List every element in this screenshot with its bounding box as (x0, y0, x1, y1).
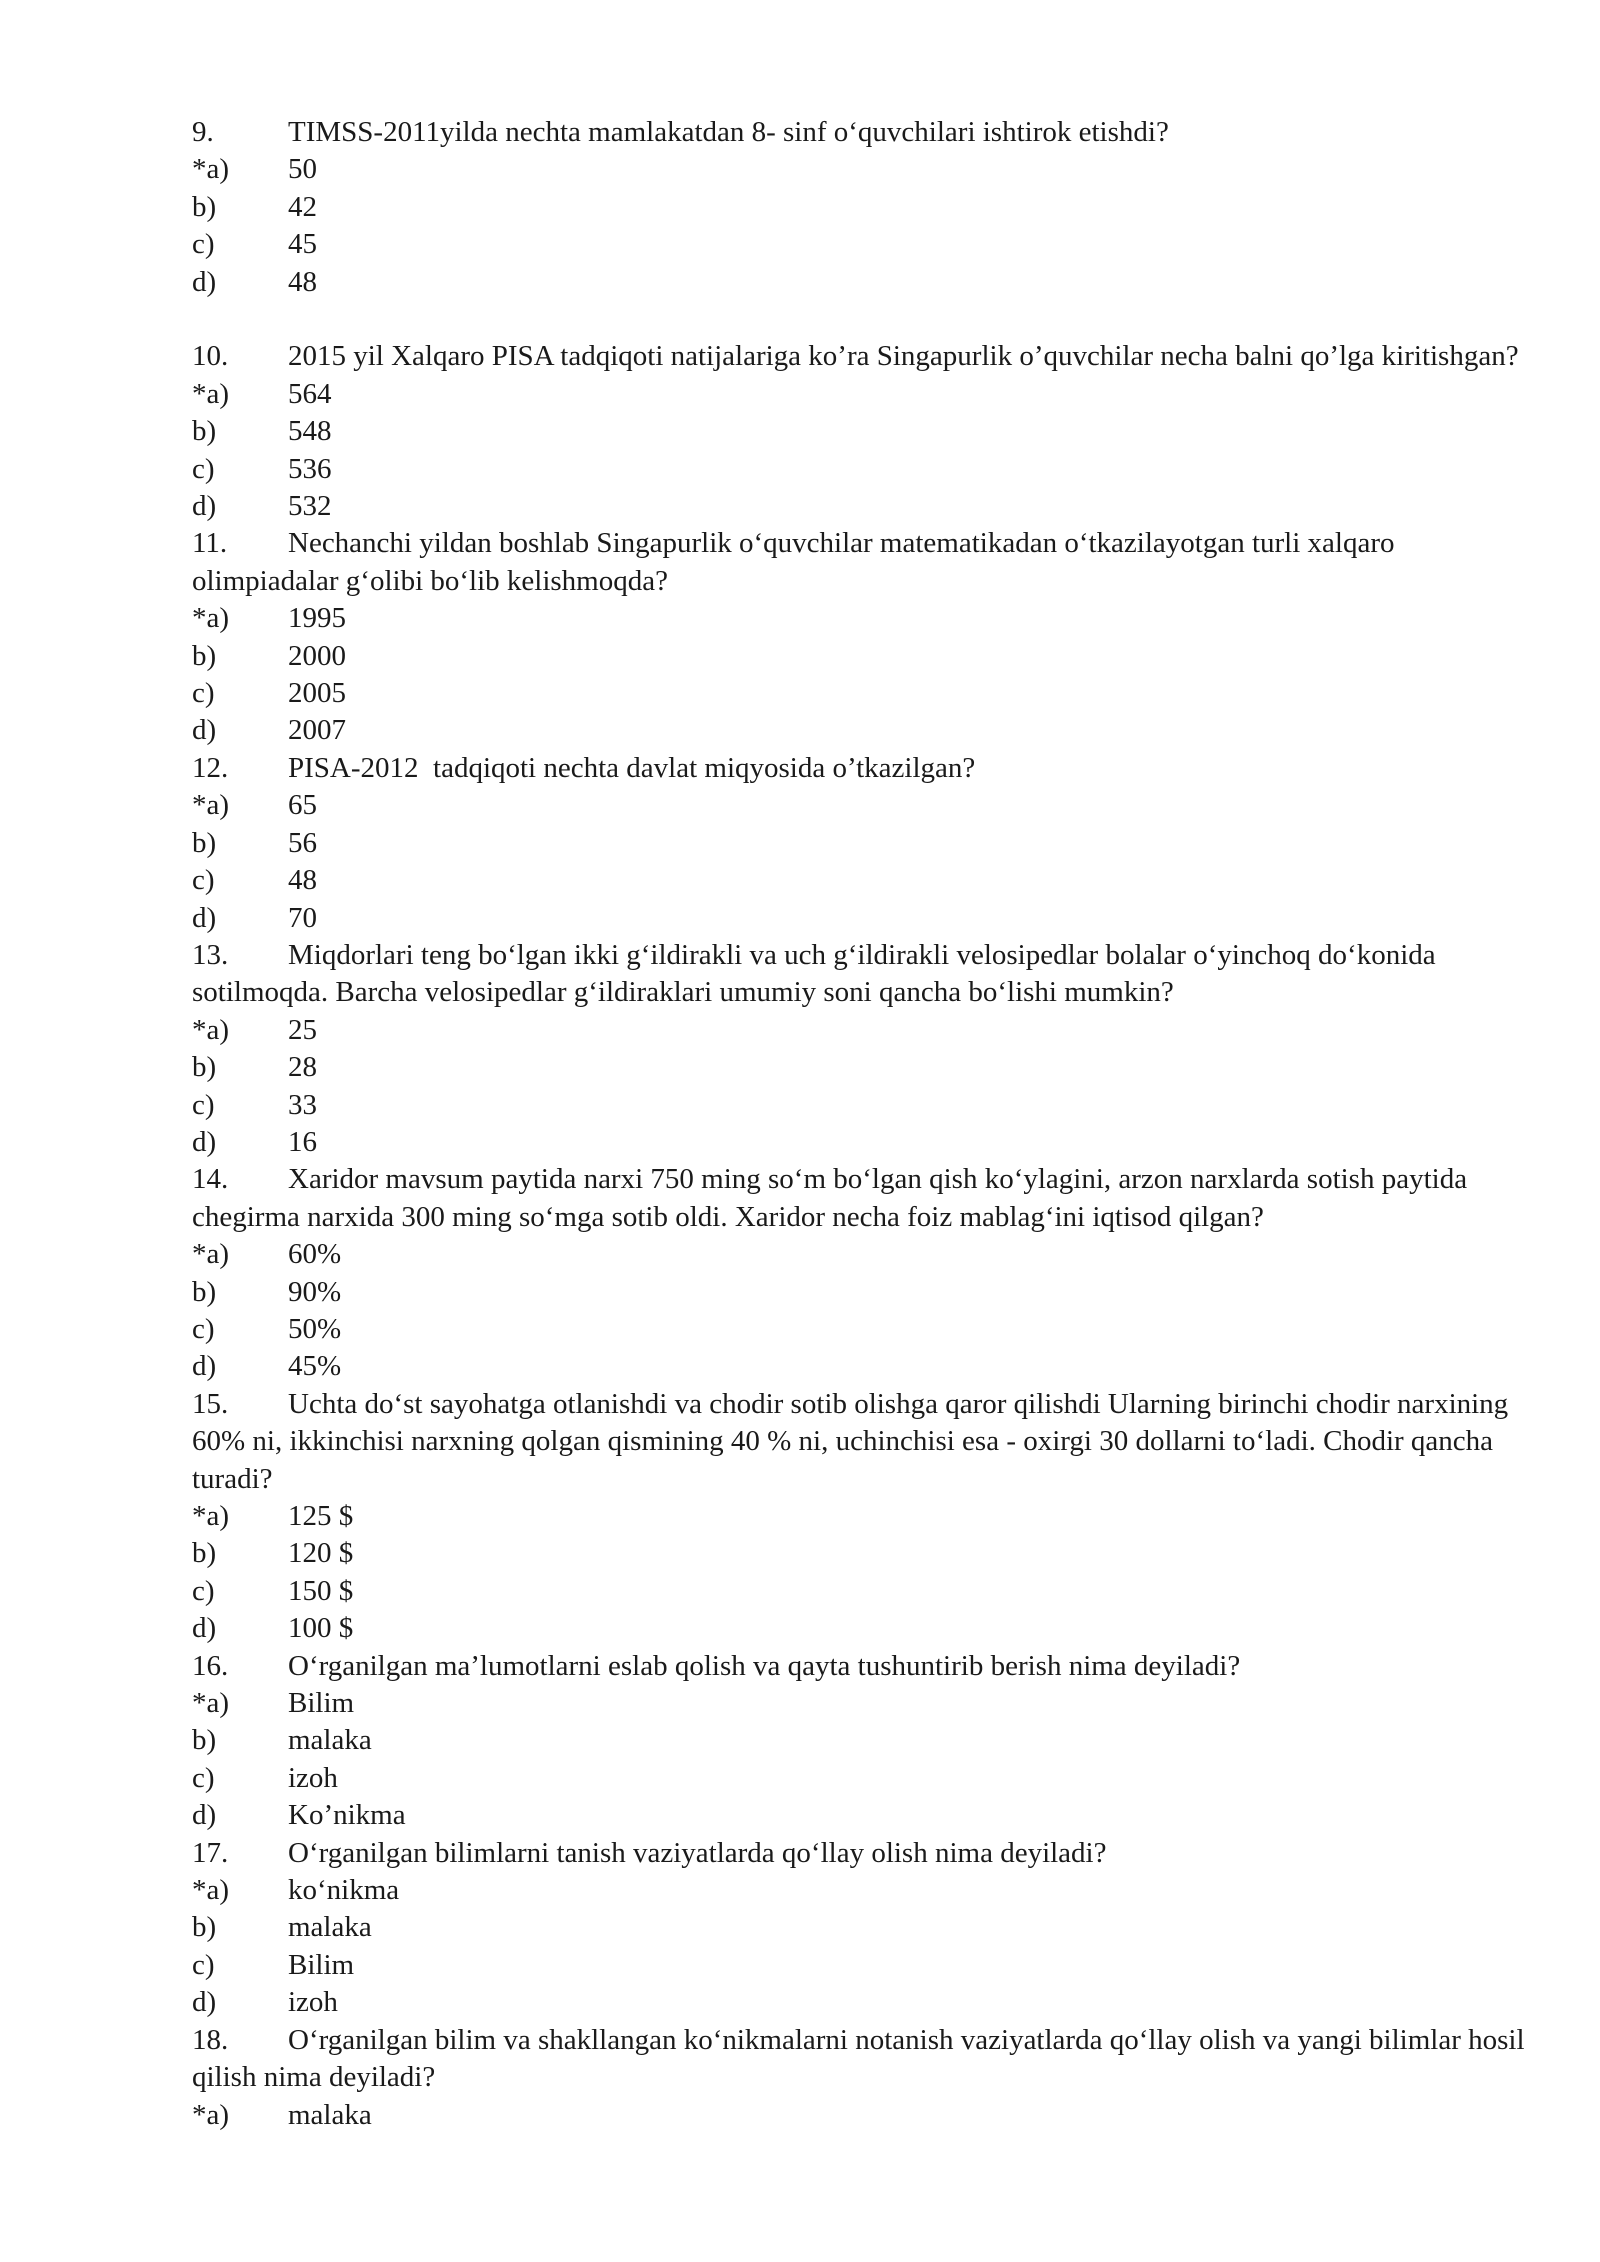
blank-line (192, 301, 1532, 338)
option-label: *a) (192, 377, 230, 410)
option-label: c) (192, 228, 215, 261)
answer-option (192, 2097, 1532, 2134)
question-number: 15. (192, 1387, 229, 1420)
question-12 (192, 750, 1532, 787)
answer-option (192, 1947, 1532, 1984)
answer-option (192, 1087, 1532, 1124)
question-13 (192, 937, 1532, 1012)
question-11 (192, 525, 1532, 600)
answer-option (192, 1909, 1532, 1946)
answer-option (192, 1535, 1532, 1572)
option-text: 2000 (288, 639, 346, 672)
question-number: 11. (192, 527, 228, 560)
option-text: 50% (288, 1312, 342, 1345)
option-label: *a) (192, 1874, 230, 1907)
option-label: c) (192, 864, 215, 897)
option-text: 33 (288, 1088, 317, 1121)
answer-option (192, 1573, 1532, 1610)
option-text: 48 (288, 864, 317, 897)
question-text: O‘rganilgan ma’lumotlarni eslab qolish va qayta tushuntirib berish nima deyiladi? (288, 1649, 1241, 1682)
option-label: *a) (192, 1687, 230, 1720)
question-16 (192, 1648, 1532, 1685)
option-text: 60% (288, 1238, 342, 1271)
question-text: 2015 yil Xalqaro PISA tadqiqoti natijalariga ko’ra Singapurlik o’quvchilar necha balni qo’lga kiritishgan? (288, 340, 1519, 373)
question-17 (192, 1835, 1532, 1872)
option-label: b) (192, 190, 217, 223)
option-label: *a) (192, 602, 230, 635)
option-text: 536 (288, 452, 332, 485)
answer-option (192, 376, 1532, 413)
answer-option (192, 1610, 1532, 1647)
option-label: *a) (192, 2098, 230, 2131)
option-label: d) (192, 1125, 217, 1158)
question-15 (192, 1386, 1532, 1498)
answer-option (192, 413, 1532, 450)
option-label: b) (192, 826, 217, 859)
answer-option (192, 264, 1532, 301)
option-text: 16 (288, 1125, 317, 1158)
answer-option (192, 1797, 1532, 1834)
option-text: malaka (288, 1911, 372, 1944)
question-text: O‘rganilgan bilimlarni tanish vaziyatlarda qo‘llay olish nima deyiladi? (288, 1836, 1107, 1869)
question-text: Miqdorlari teng bo‘lgan ikki g‘ildirakli va uch g‘ildirakli velosipedlar bolalar o‘yinchoq do‘konida sotilmoqda. Barcha velosipedlar g‘ildiraklari umumiy soni qancha bo‘lishi mumkin? (192, 938, 1436, 1009)
question-list (192, 114, 1532, 2134)
option-text: 125 $ (288, 1500, 354, 1533)
answer-option (192, 787, 1532, 824)
option-label: b) (192, 1275, 217, 1308)
option-text: 45 (288, 228, 317, 261)
option-text: 50 (288, 153, 317, 186)
answer-option (192, 151, 1532, 188)
answer-option (192, 189, 1532, 226)
question-text: Uchta do‘st sayohatga otlanishdi va chodir sotib olishga qaror qilishdi Ularning birinchi chodir narxining 60% ni, ikkinchisi narxning qolgan qismining 40 % ni, uchinchisi esa - oxirgi 30 dollarni to‘ladi. Chodir qancha turadi? (192, 1387, 1509, 1495)
option-label: d) (192, 1799, 217, 1832)
option-label: c) (192, 452, 215, 485)
option-label: c) (192, 677, 215, 710)
option-text: 532 (288, 490, 332, 523)
option-label: b) (192, 415, 217, 448)
option-text: 90% (288, 1275, 342, 1308)
answer-option (192, 1872, 1532, 1909)
option-label: d) (192, 1612, 217, 1645)
question-number: 9. (192, 116, 214, 148)
option-label: b) (192, 1537, 217, 1570)
option-label: *a) (192, 1238, 230, 1271)
answer-option (192, 1012, 1532, 1049)
question-number: 10. (192, 340, 229, 373)
option-label: c) (192, 1312, 215, 1345)
question-text: PISA-2012 tadqiqoti nechta davlat miqyosida o’tkazilgan? (288, 751, 976, 784)
answer-option (192, 1311, 1532, 1348)
question-18 (192, 2022, 1532, 2097)
option-label: *a) (192, 789, 230, 822)
answer-option (192, 1760, 1532, 1797)
option-text: 150 $ (288, 1574, 354, 1607)
question-number: 13. (192, 938, 229, 971)
answer-option (192, 1722, 1532, 1759)
answer-option (192, 675, 1532, 712)
answer-option (192, 1348, 1532, 1385)
question-number: 17. (192, 1836, 229, 1869)
option-label: *a) (192, 153, 230, 186)
option-text: malaka (288, 1724, 372, 1757)
answer-option (192, 1274, 1532, 1311)
option-text: Ko’nikma (288, 1799, 406, 1832)
answer-option (192, 451, 1532, 488)
answer-option (192, 900, 1532, 937)
option-label: b) (192, 1724, 217, 1757)
option-label: d) (192, 1986, 217, 2019)
option-label: *a) (192, 1013, 230, 1046)
option-text: 28 (288, 1051, 317, 1084)
question-10 (192, 338, 1532, 375)
question-number: 18. (192, 2023, 229, 2056)
option-text: 25 (288, 1013, 317, 1046)
question-number: 12. (192, 751, 229, 784)
answer-option (192, 712, 1532, 749)
option-label: c) (192, 1088, 215, 1121)
option-text: 65 (288, 789, 317, 822)
option-text: 45% (288, 1350, 342, 1383)
option-text: izoh (288, 1986, 338, 2019)
option-text: Bilim (288, 1687, 355, 1720)
option-text: izoh (288, 1761, 338, 1794)
answer-option (192, 1049, 1532, 1086)
question-text: Xaridor mavsum paytida narxi 750 ming so‘m bo‘lgan qish ko‘ylagini, arzon narxlarda sotish paytida chegirma narxida 300 ming so‘mga sotib oldi. Xaridor necha foiz mablag‘ini iqtisod qilgan? (192, 1163, 1468, 1233)
option-text: 120 $ (288, 1537, 354, 1570)
question-number: 14. (192, 1163, 229, 1196)
answer-option (192, 825, 1532, 862)
option-label: c) (192, 1948, 215, 1981)
question-9 (192, 114, 1532, 151)
option-text: malaka (288, 2098, 372, 2131)
answer-option (192, 862, 1532, 899)
option-text: 42 (288, 190, 317, 223)
answer-option (192, 1236, 1532, 1273)
option-label: c) (192, 1574, 215, 1607)
option-text: ko‘nikma (288, 1874, 400, 1907)
option-text: 564 (288, 377, 332, 410)
option-label: b) (192, 1911, 217, 1944)
option-label: b) (192, 1051, 217, 1084)
option-label: d) (192, 901, 217, 934)
option-text: 2005 (288, 677, 346, 710)
option-label: d) (192, 714, 217, 747)
option-text: 48 (288, 265, 317, 298)
answer-option (192, 226, 1532, 263)
option-text: 2007 (288, 714, 346, 747)
option-label: c) (192, 1761, 215, 1794)
answer-option (192, 600, 1532, 637)
option-text: 70 (288, 901, 317, 934)
question-number: 16. (192, 1649, 229, 1682)
option-text: 548 (288, 415, 332, 448)
option-label: d) (192, 1350, 217, 1383)
answer-option (192, 1124, 1532, 1161)
option-text: 56 (288, 826, 317, 859)
answer-option (192, 1984, 1532, 2021)
option-text: Bilim (288, 1948, 355, 1981)
question-text: O‘rganilgan bilim va shakllangan ko‘nikmalarni notanish vaziyatlarda qo‘llay olish va yangi bilimlar hosil qilish nima deyiladi? (192, 2023, 1525, 2094)
question-text: TIMSS-2011yilda nechta mamlakatdan 8- sinf o‘quvchilari ishtirok etishdi? (288, 116, 1169, 148)
answer-option (192, 1685, 1532, 1722)
option-label: d) (192, 490, 217, 523)
answer-option (192, 638, 1532, 675)
option-label: *a) (192, 1500, 230, 1533)
question-14 (192, 1161, 1532, 1236)
option-text: 100 $ (288, 1612, 354, 1645)
answer-option (192, 488, 1532, 525)
option-label: d) (192, 265, 217, 298)
option-label: b) (192, 639, 217, 672)
answer-option (192, 1498, 1532, 1535)
option-text: 1995 (288, 602, 346, 635)
question-text: Nechanchi yildan boshlab Singapurlik o‘quvchilar matematikadan o‘tkazilayotgan turli xalqaro olimpiadalar g‘olibi bo‘lib kelishmoqda? (192, 527, 1395, 597)
